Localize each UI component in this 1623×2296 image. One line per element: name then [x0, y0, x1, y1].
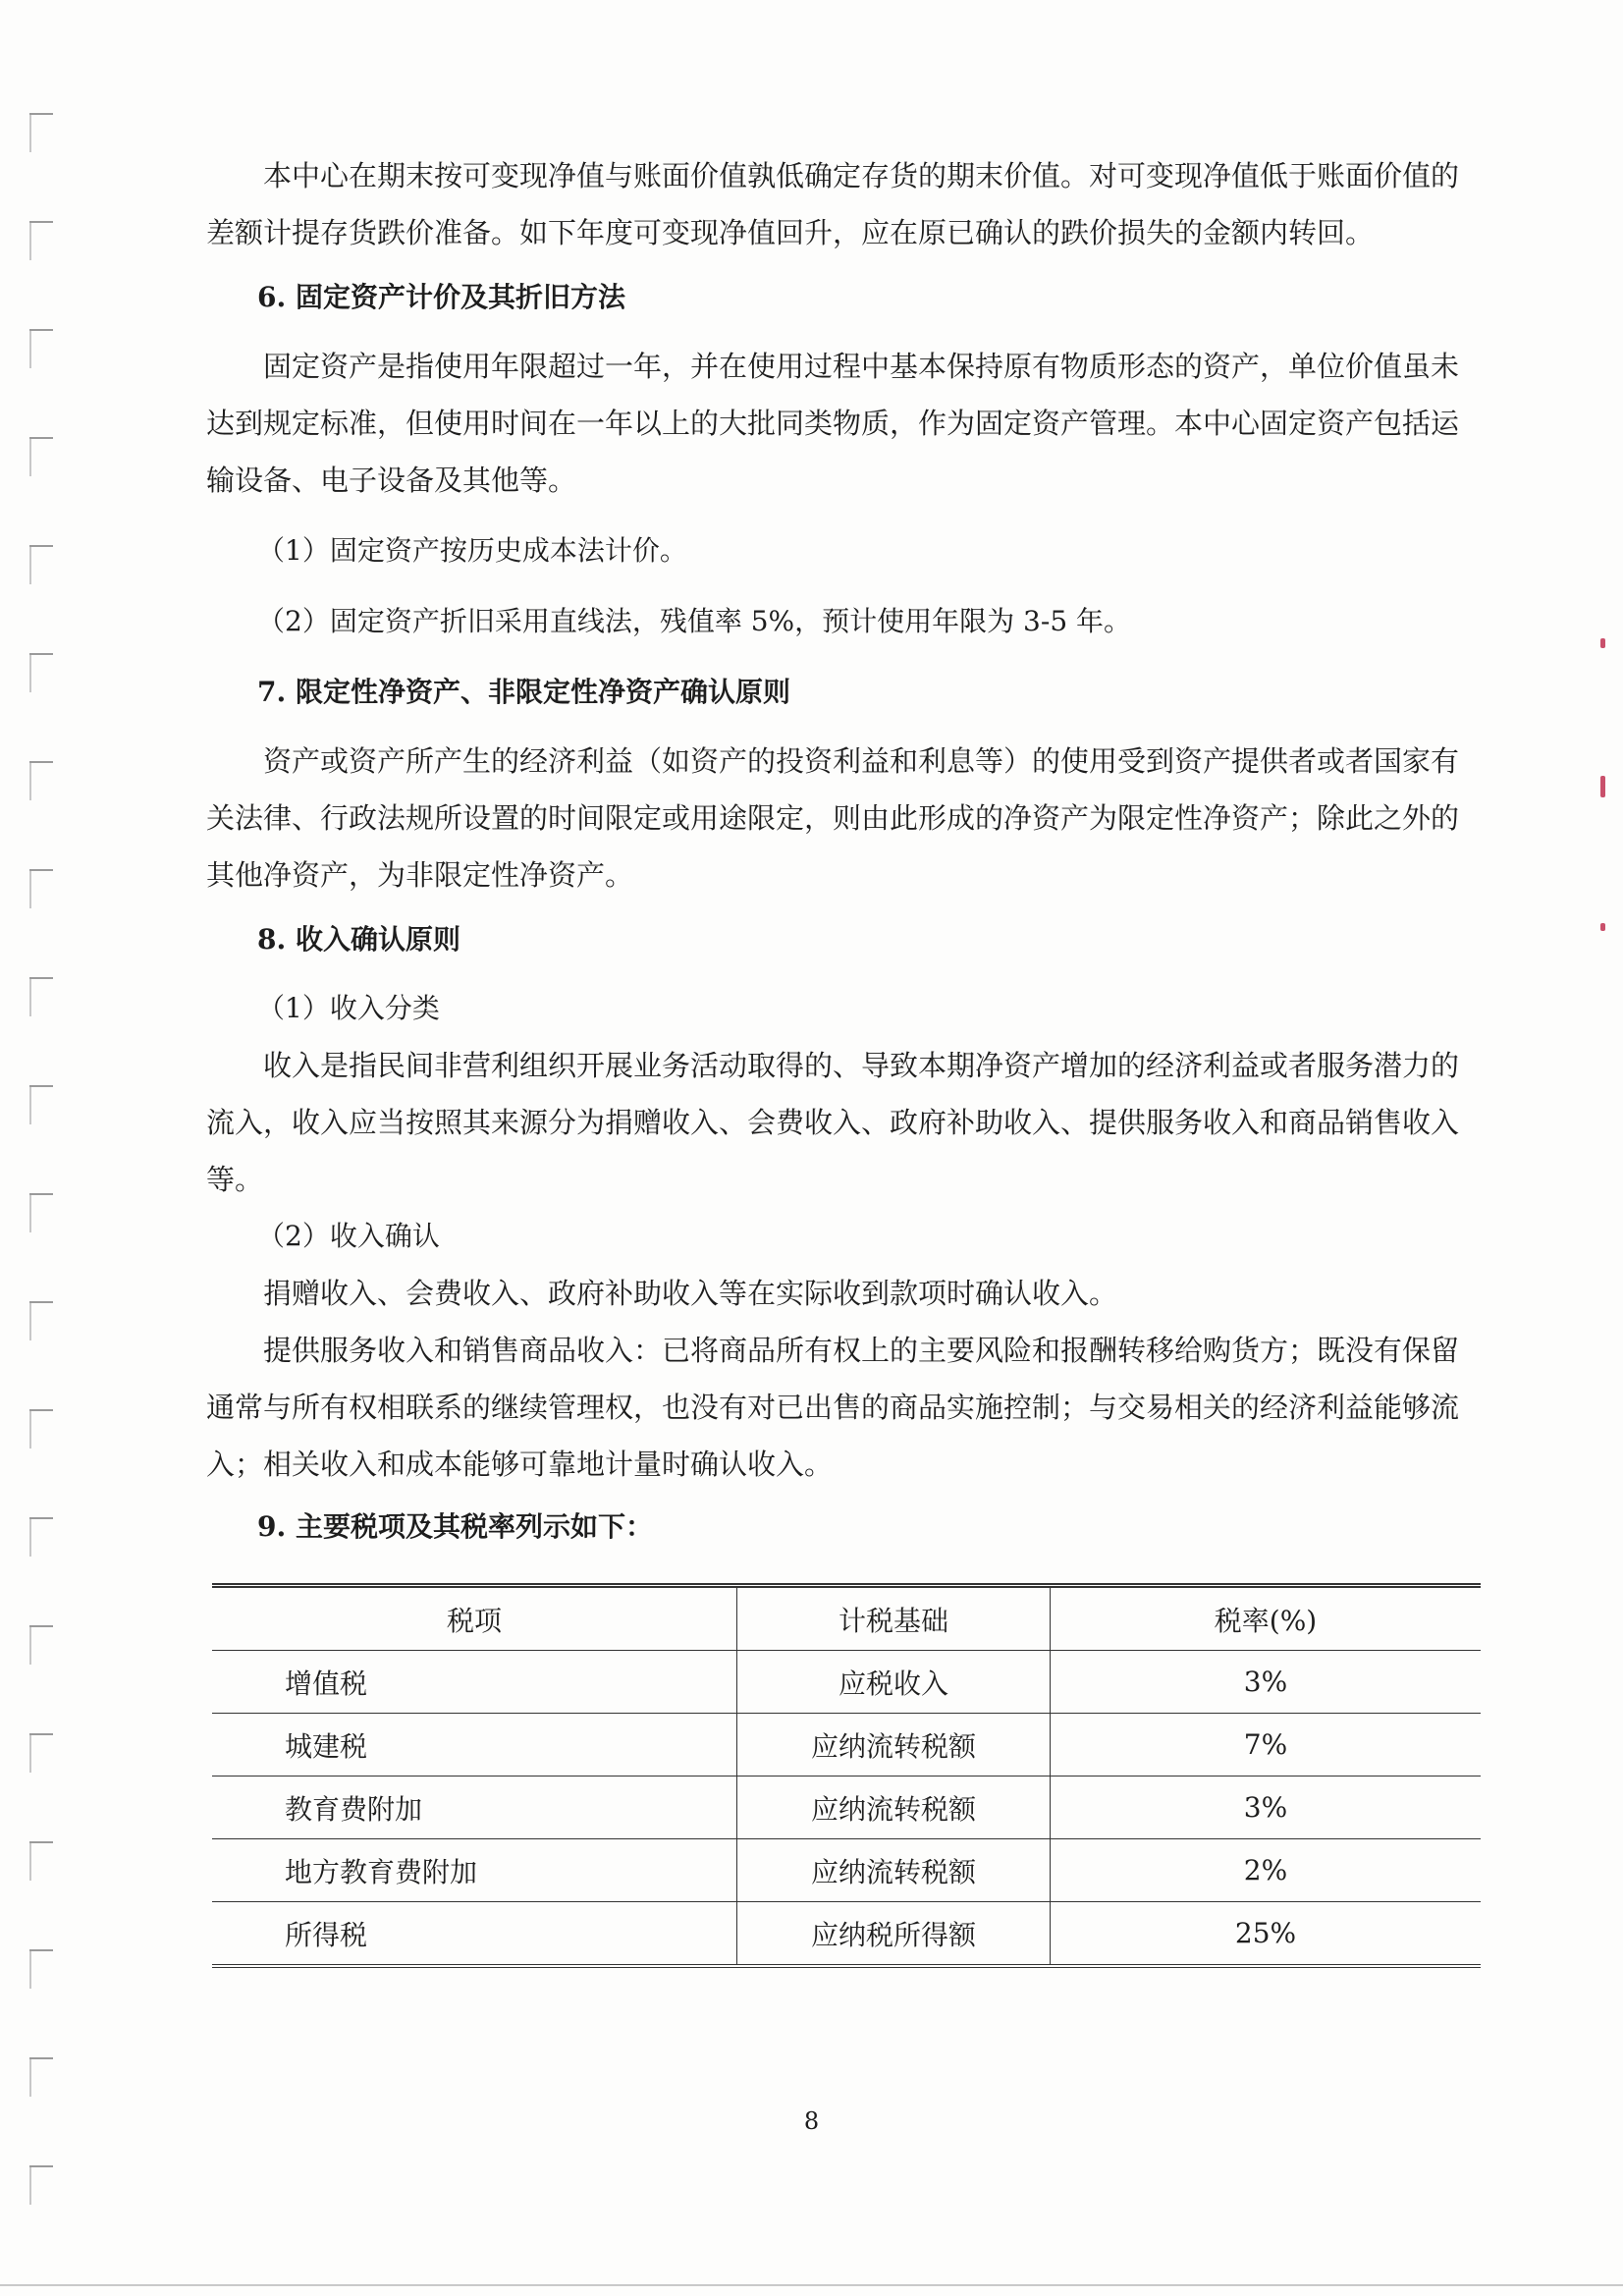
revenue-recognition-label: （2）收入确认	[257, 1220, 440, 1252]
header-tax-rate: 税率(%)	[1051, 1586, 1482, 1651]
fixed-assets-paragraph: 固定资产是指使用年限超过一年，并在使用过程中基本保持原有物质形态的资产，单位价值虽未达到规定标准，但使用时间在一年以上的大批同类物质，作为固定资产管理。本中心固定资产包括运输设备、电子设备及其他等。	[206, 350, 1460, 497]
header-tax-item: 税项	[212, 1586, 737, 1651]
section-9-heading: 9. 主要税项及其税率列示如下：	[257, 1510, 653, 1543]
table-row	[212, 1651, 1481, 1714]
tax-rate-table	[212, 1583, 1481, 1968]
tax-item-cell: 城建税	[212, 1714, 737, 1777]
net-assets-paragraph: 资产或资产所产生的经济利益（如资产的投资利益和利息等）的使用受到资产提供者或者国家有关法律、行政法规所设置的时间限定或用途限定，则由此形成的净资产为限定性净资产；除此之外的其他净资产，为非限定性净资产。	[206, 744, 1460, 892]
tax-basis-cell: 应纳税所得额	[737, 1902, 1051, 1967]
scan-edge-line	[0, 2284, 1623, 2286]
tax-basis-cell: 应纳流转税额	[737, 1839, 1051, 1902]
tax-basis-cell: 应税收入	[737, 1651, 1051, 1714]
donation-revenue-paragraph: 捐赠收入、会费收入、政府补助收入等在实际收到款项时确认收入。	[263, 1277, 1118, 1310]
tax-rate-cell: 3%	[1051, 1777, 1482, 1839]
table-header-row	[212, 1586, 1481, 1651]
scan-stain	[1600, 776, 1605, 797]
page-number: 8	[803, 2107, 820, 2135]
fixed-assets-item-1: （1）固定资产按历史成本法计价。	[257, 534, 687, 567]
tax-basis-cell: 应纳流转税额	[737, 1714, 1051, 1777]
tax-rate-cell: 7%	[1051, 1714, 1482, 1777]
tax-rate-cell: 2%	[1051, 1839, 1482, 1902]
scan-stain	[1600, 638, 1605, 648]
revenue-classification-paragraph: 收入是指民间非营利组织开展业务活动取得的、导致本期净资产增加的经济利益或者服务潜力的流入，收入应当按照其来源分为捐赠收入、会费收入、政府补助收入、提供服务收入和商品销售收入等。	[206, 1049, 1460, 1196]
tax-item-cell: 教育费附加	[212, 1777, 737, 1839]
table-row	[212, 1777, 1481, 1839]
tax-rate-cell: 3%	[1051, 1651, 1482, 1714]
inventory-valuation-paragraph: 本中心在期末按可变现净值与账面价值孰低确定存货的期末价值。对可变现净值低于账面价值的差额计提存货跌价准备。如下年度可变现净值回升，应在原已确认的跌价损失的金额内转回。	[206, 159, 1460, 249]
fixed-assets-item-2: （2）固定资产折旧采用直线法，残值率 5%，预计使用年限为 3-5 年。	[257, 605, 1132, 637]
tax-item-cell: 地方教育费附加	[212, 1839, 737, 1902]
tax-item-cell: 增值税	[212, 1651, 737, 1714]
revenue-classification-label: （1）收入分类	[257, 992, 440, 1024]
table-row	[212, 1714, 1481, 1777]
tax-item-cell: 所得税	[212, 1902, 737, 1967]
tax-rate-cell: 25%	[1051, 1902, 1482, 1967]
table-row	[212, 1839, 1481, 1902]
header-tax-basis: 计税基础	[737, 1586, 1051, 1651]
service-sales-revenue-paragraph: 提供服务收入和销售商品收入：已将商品所有权上的主要风险和报酬转移给购货方；既没有保留通常与所有权相联系的继续管理权，也没有对已出售的商品实施控制；与交易相关的经济利益能够流入；相关收入和成本能够可靠地计量时确认收入。	[206, 1334, 1460, 1481]
section-8-heading: 8. 收入确认原则	[257, 923, 460, 956]
section-6-heading: 6. 固定资产计价及其折旧方法	[257, 281, 625, 313]
document-body	[206, 147, 1483, 1567]
section-7-heading: 7. 限定性净资产、非限定性净资产确认原则	[257, 676, 790, 708]
table-row	[212, 1902, 1481, 1967]
scan-stain	[1600, 923, 1605, 931]
tax-basis-cell: 应纳流转税额	[737, 1777, 1051, 1839]
binding-holes	[29, 0, 59, 2296]
